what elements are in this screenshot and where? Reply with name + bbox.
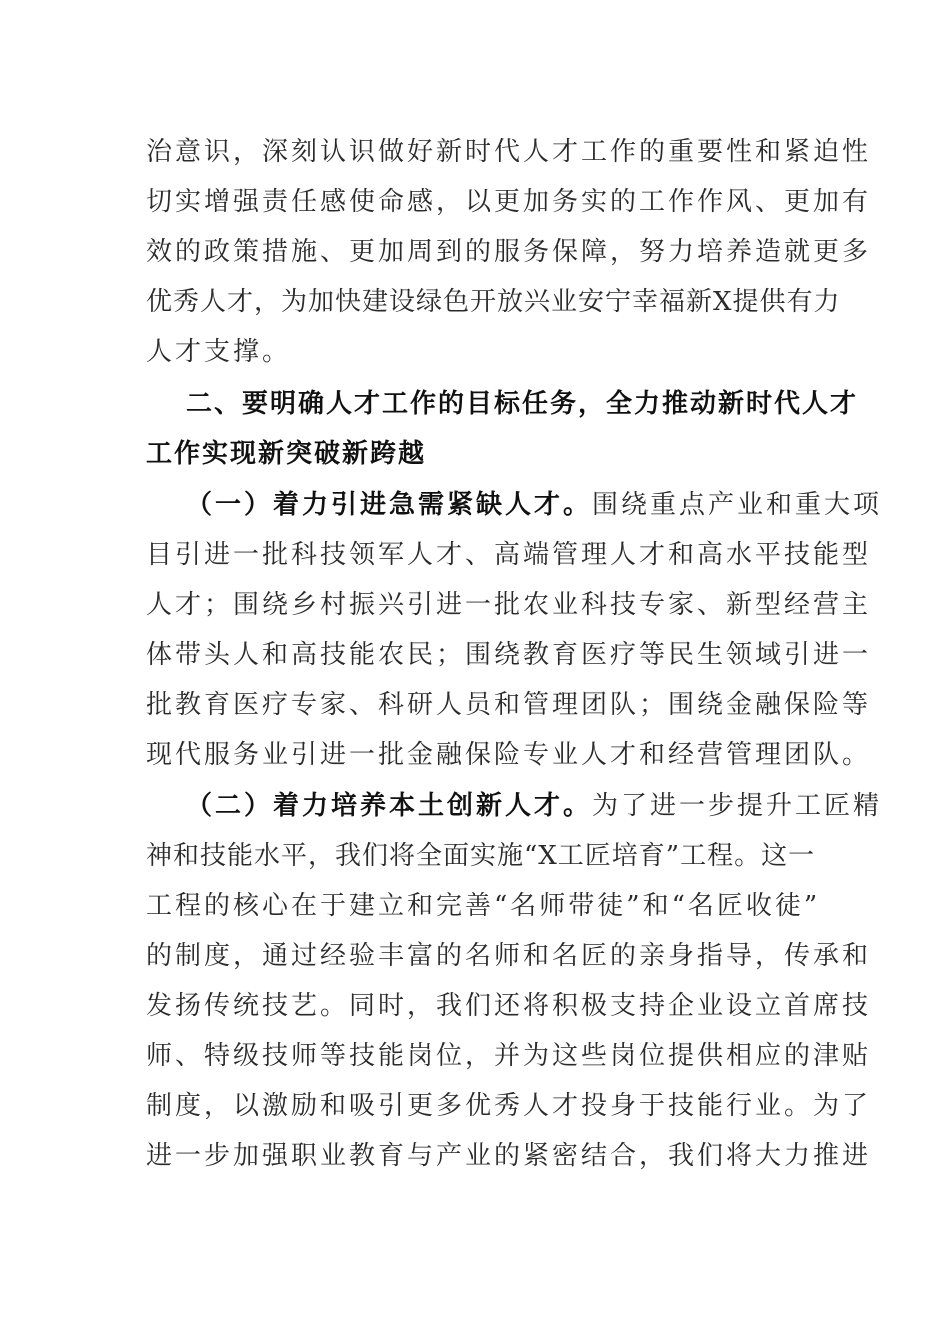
paragraph-text: 围绕重点产业和重大项: [592, 490, 883, 520]
paragraph-line: 进一步加强职业教育与产业的紧密结合，我们将大力推进: [146, 1141, 872, 1171]
paragraph-line: 现代服务业引进一批金融保险专业人才和经营管理团队。: [146, 740, 872, 770]
paragraph-line: 工程的核心在于建立和完善“名师带徒”和“名匠收徒”: [146, 891, 821, 921]
paragraph-line: 体带头人和高技能农民；围绕教育医疗等民生领域引进一: [146, 640, 872, 670]
paragraph-line: 治意识，深刻认识做好新时代人才工作的重要性和紧迫性: [146, 137, 872, 167]
subsection-heading: （一）着力引进急需紧缺人才。: [186, 490, 593, 520]
paragraph-line: 发扬传统技艺。同时，我们还将积极支持企业设立首席技: [146, 991, 872, 1021]
paragraph-line: 的制度，通过经验丰富的名师和名匠的亲身指导，传承和: [146, 941, 872, 971]
paragraph-text: 为了进一步提升工匠精: [592, 791, 883, 821]
paragraph-line: 人才支撑。: [146, 337, 292, 367]
paragraph-line: 切实增强责任感使命感，以更加务实的工作作风、更加有: [146, 187, 872, 217]
paragraph-line: 效的政策措施、更加周到的服务保障，努力培养造就更多: [146, 237, 872, 267]
paragraph-line: 制度，以激励和吸引更多优秀人才投身于技能行业。为了: [146, 1091, 872, 1121]
subsection-heading: （二）着力培养本土创新人才。: [186, 791, 593, 821]
paragraph-line: 目引进一批科技领军人才、高端管理人才和高水平技能型: [146, 540, 872, 570]
subsection-first-line: [186, 786, 883, 826]
paragraph-line: 优秀人才，为加快建设绿色开放兴业安宁幸福新X提供有力: [146, 287, 841, 317]
section-heading: 工作实现新突破新跨越: [146, 439, 427, 469]
paragraph-line: 人才；围绕乡村振兴引进一批农业科技专家、新型经营主: [146, 590, 872, 620]
paragraph-line: 批教育医疗专家、科研人员和管理团队；围绕金融保险等: [146, 690, 872, 720]
paragraph-line: 神和技能水平，我们将全面实施“X工匠培育”工程。这一: [146, 841, 816, 871]
paragraph-line: 师、特级技师等技能岗位，并为这些岗位提供相应的津贴: [146, 1041, 872, 1071]
section-heading: 二、要明确人才工作的目标任务，全力推动新时代人才: [186, 389, 859, 419]
subsection-first-line: [186, 485, 883, 525]
